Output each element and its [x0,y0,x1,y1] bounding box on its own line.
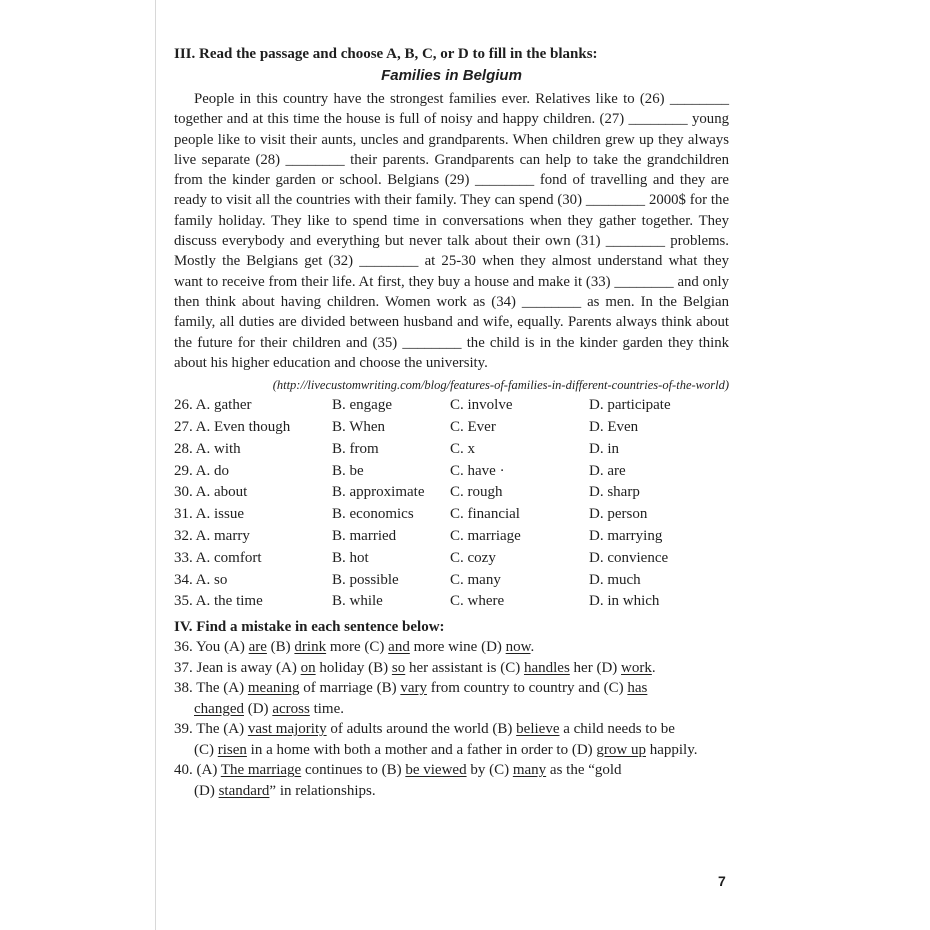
option-choice: B. economics [332,506,414,523]
option-choice: D. are [589,462,626,479]
sentence-text: (B) [266,639,295,656]
underlined-option: across [272,700,310,717]
option-choice: D. sharp [589,484,640,501]
fill-blank[interactable]: ________ [521,293,582,310]
underlined-option: now [505,639,531,656]
option-choice: C. many [450,571,501,588]
question-item [174,719,729,760]
sentence-text: continues to (B) [301,762,406,779]
sentence-text: time. [309,700,344,717]
option-choice: C. financial [450,506,520,523]
underlined-option: are [248,639,267,656]
fill-blank[interactable]: ________ [605,233,665,250]
underlined-option: vary [400,680,427,697]
option-choice: B. approximate [332,484,425,501]
option-choice: B. married [332,527,397,544]
page-gutter [0,0,156,930]
sentence-text: holiday (B) [315,659,392,676]
option-choice: B. from [332,440,379,457]
sentence-text: 39. The (A) [174,721,248,738]
underlined-option: handles [523,659,570,676]
sentence-text: (D) [194,782,219,799]
option-choice: D. in which [589,593,660,610]
passage-segment: 2000$ for the family holiday. They like to spend time in conversations when they gather together. They discuss everybody and everything but never talk about their own (31) [174,192,730,250]
sentence-text: more (C) [326,639,389,656]
sentence-text: 36. You (A) [174,639,249,656]
option-row [174,570,729,592]
sentence-text: 37. Jean is away (A) [174,659,301,676]
option-choice: 31. A. issue [174,506,245,523]
passage-segment: their parents. Grandparents can help to take the grandchildren from the kinder garden or school. Belgians (29) [174,151,729,189]
option-row [174,395,729,417]
sentence-text: her (D) [569,659,622,676]
option-choice: D. Even [589,418,639,435]
sentence-text: her assistant is (C) [405,659,524,676]
fill-blank[interactable]: ________ [359,253,419,270]
sentence-text: a child needs to be [559,721,675,738]
sentence-text: . [651,659,656,676]
worksheet-page [174,44,729,801]
passage-title: Families in Belgium [381,67,522,84]
option-choice: D. in [589,440,619,457]
option-choice: C. where [450,593,505,610]
option-choice: D. much [589,571,641,588]
passage-segment: at 25-30 when they almost understand what they want to receive from their life. At first, they buy a house and make it (33) [174,253,729,290]
sentence-text: from country to country and (C) [426,680,628,697]
question-continuation [174,781,729,802]
option-choice: B. while [332,593,383,610]
option-row [174,591,729,613]
option-choice: 27. A. Even though [174,418,291,435]
option-choice: D. convience [589,549,669,566]
question-continuation [174,740,729,761]
reading-passage [174,89,729,373]
underlined-option: grow up [596,741,646,758]
option-choice: 32. A. marry [174,527,250,544]
option-choice: D. person [589,506,648,523]
sentence-text: . [530,639,535,656]
sentence-text: as the “gold [546,762,622,779]
option-choice: C. involve [450,397,513,414]
option-choice: D. marrying [589,527,663,544]
option-row [174,548,729,570]
sentence-text: more wine (D) [409,639,506,656]
sentence-text: by (C) [466,762,513,779]
section-4-heading: IV. Find a mistake in each sentence below: [174,619,445,636]
option-row [174,461,729,483]
option-choice: B. possible [332,571,399,588]
fill-blank[interactable]: ________ [614,273,674,290]
sentence-text: 38. The (A) [174,680,248,697]
underlined-option: has [627,680,648,697]
fill-blank[interactable]: ________ [585,192,646,209]
underlined-option: The marriage [220,762,302,779]
sentence-text: in a home with both a mother and a father in order to (D) [246,741,597,758]
answer-options-table [174,395,729,613]
underlined-option: and [388,639,410,656]
underlined-option: work [621,659,652,676]
option-choice: C. marriage [450,527,521,544]
option-choice: 33. A. comfort [174,549,262,566]
option-choice: D. participate [589,397,671,414]
question-continuation [174,699,729,720]
passage-segment: People in this country have the strongest families ever. Relatives like to (26) [194,91,670,107]
option-row [174,526,729,548]
option-choice: C. x [450,440,476,457]
option-choice: C. cozy [450,549,496,566]
option-choice: B. engage [332,397,392,414]
section-3-heading: III. Read the passage and choose A, B, C, or D to fill in the blanks: [174,46,598,62]
underlined-option: risen [217,741,247,758]
underlined-option: changed [194,700,244,717]
passage-segment: together and at this time the house is full of noisy and happy children. (27) [174,111,629,128]
sentence-text: 40. (A) [174,762,221,779]
source-citation: (http://livecustomwriting.com/blog/features-of-families-in-different-countries-of-the-world) [272,378,729,393]
fill-blank[interactable]: ________ [669,91,729,107]
sentence-text: (C) [194,741,218,758]
page-number: 7 [718,873,726,889]
question-item [174,637,729,658]
fill-blank[interactable]: ________ [475,172,535,189]
option-choice: 35. A. the time [174,593,263,610]
fill-blank[interactable]: ________ [628,111,688,128]
error-questions-list [174,637,729,801]
passage-segment: the child is in the kinder garden they think about his higher education and choose the university. [174,334,729,371]
underlined-option: so [391,659,406,676]
passage-segment: fond of travelling and they are ready to visit all the countries with their family. They can spend (30) [174,172,729,209]
sentence-text: ” in relationships. [269,782,376,799]
option-choice: C. Ever [450,418,496,435]
passage-segment: and only then think about having children. Women work as (34) [174,273,729,310]
option-choice: 34. A. so [174,571,228,588]
underlined-option: many [512,762,547,779]
option-choice: C. rough [450,484,503,501]
underlined-option: believe [516,721,560,738]
underlined-option: be viewed [405,762,467,779]
passage-segment: young people like to visit their aunts, uncles and grandparents. When children grew up they always live separate (28) [174,111,729,168]
option-row [174,482,729,504]
option-choice: C. have · [450,462,505,479]
passage-segment: problems. Mostly the Belgians get (32) [174,233,729,270]
question-item [174,678,729,719]
option-choice: 26. A. gather [174,397,252,414]
sentence-text: (D) [243,700,273,717]
underlined-option: standard [218,782,270,799]
question-item [174,760,729,801]
fill-blank[interactable]: ________ [285,151,345,168]
underlined-option: drink [294,639,327,656]
option-choice: B. hot [332,549,369,566]
fill-blank[interactable]: ________ [402,334,462,351]
passage-segment: as men. In the Belgian family, all duties are divided between husband and wife, equally. Parents always think about the future for their children and (35) [174,293,729,351]
underlined-option: on [300,659,316,676]
sentence-text: happily. [645,741,698,758]
option-choice: B. be [332,462,364,479]
sentence-text: of adults around the world (B) [326,721,517,738]
option-choice: 29. A. do [174,462,230,479]
option-row [174,504,729,526]
option-choice: B. When [332,418,386,435]
option-row [174,439,729,461]
underlined-option: meaning [247,680,300,697]
option-choice: 30. A. about [174,484,248,501]
underlined-option: vast majority [247,721,327,738]
question-item [174,658,729,679]
option-row [174,417,729,439]
option-choice: 28. A. with [174,440,241,457]
sentence-text: of marriage (B) [299,680,401,697]
